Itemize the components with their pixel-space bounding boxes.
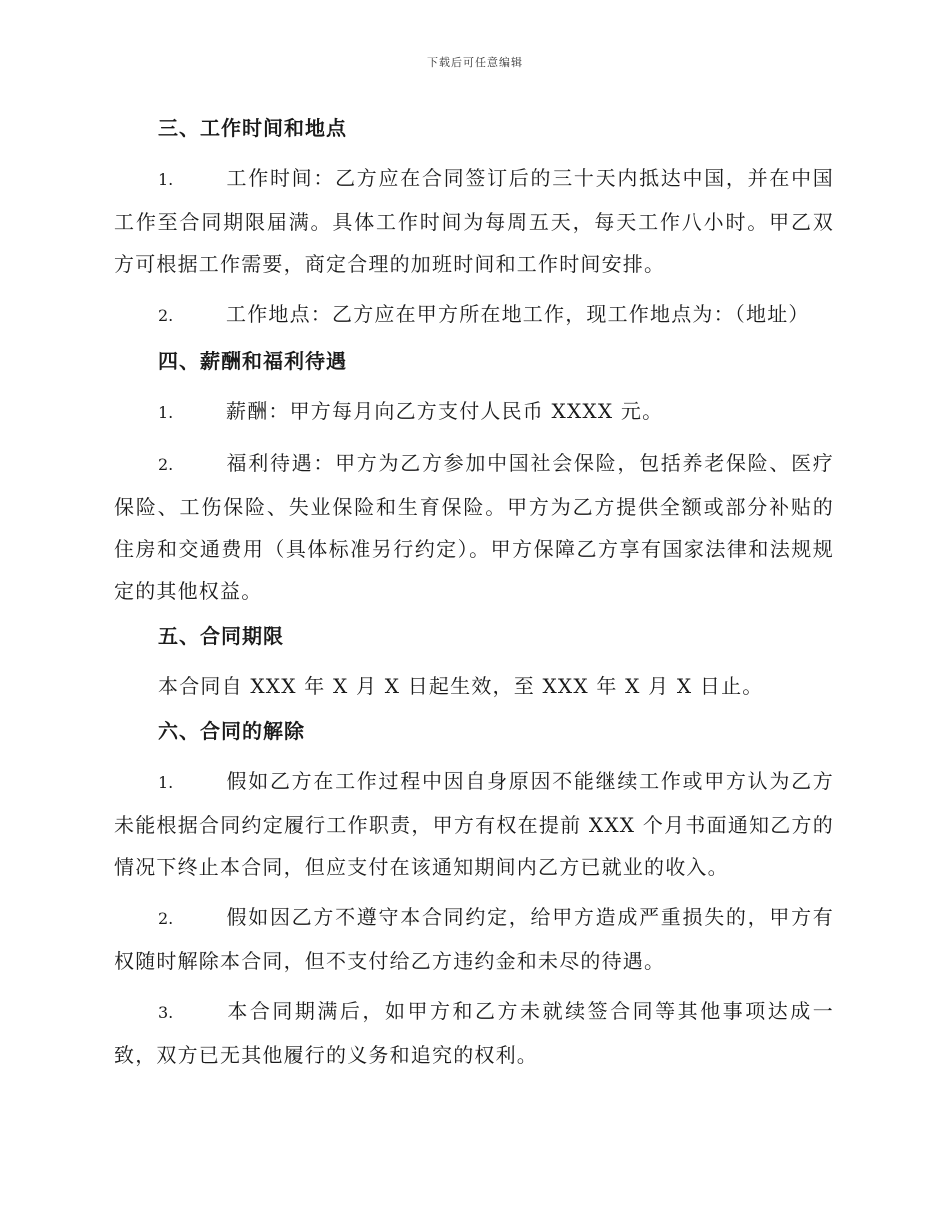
- clause-salary: [114, 390, 834, 434]
- section-heading-work-time-location: 三、工作时间和地点: [158, 116, 347, 140]
- clause-number: 1.: [158, 403, 174, 422]
- clause-work-location: [114, 293, 834, 337]
- clause-termination-3: [114, 990, 834, 1076]
- section-heading-contract-term: 五、合同期限: [158, 624, 284, 648]
- clause-work-time: [114, 157, 834, 285]
- section-heading-salary-benefits: 四、薪酬和福利待遇: [158, 349, 347, 373]
- clause-text: 工作时间：乙方应在合同签订后的三十天内抵达中国，并在中国工作至合同期限届满。具体工作时间为每周五天，每天工作八小时。甲乙双方可根据工作需要，商定合理的加班时间和工作时间安排。: [114, 166, 834, 276]
- clause-contract-term: 本合同自 XXX 年 X 月 X 日起生效，至 XXX 年 X 月 X 日止。: [158, 674, 764, 698]
- section-heading-termination: 六、合同的解除: [158, 719, 305, 743]
- clause-number: 1.: [158, 773, 174, 792]
- clause-number: 2.: [158, 455, 174, 474]
- clause-termination-2: [114, 896, 834, 982]
- document-body: [114, 104, 834, 1084]
- clause-number: 1.: [158, 170, 174, 189]
- clause-termination-1: [114, 760, 834, 888]
- clause-text: 福利待遇：甲方为乙方参加中国社会保险，包括养老保险、医疗保险、工伤保险、失业保险和生育保险。甲方为乙方提供全额或部分补贴的住房和交通费用（具体标准另行约定）。甲方保障乙方享有国家法律和法规规定的其他权益。: [114, 451, 834, 603]
- clause-text: 假如因乙方不遵守本合同约定，给甲方造成严重损失的，甲方有权随时解除本合同，但不支付给乙方违约金和未尽的待遇。: [114, 905, 834, 973]
- clause-number: 2.: [158, 909, 174, 928]
- clause-text: 工作地点：乙方应在甲方所在地工作，现工作地点为：（地址）: [226, 302, 810, 326]
- clause-benefits: [114, 442, 834, 612]
- clause-text: 薪酬：甲方每月向乙方支付人民币 XXXX 元。: [226, 399, 664, 423]
- clause-number: 2.: [158, 306, 174, 325]
- clause-text: 假如乙方在工作过程中因自身原因不能继续工作或甲方认为乙方未能根据合同约定履行工作职责，甲方有权在提前 XXX 个月书面通知乙方的情况下终止本合同，但应支付在该通知期间内乙方已就业的收入。: [114, 769, 834, 879]
- clause-number: 3.: [158, 1003, 174, 1022]
- clause-text: 本合同期满后，如甲方和乙方未就续签合同等其他事项达成一致，双方已无其他履行的义务和追究的权利。: [114, 999, 834, 1067]
- page-header-note: 下载后可任意编辑: [427, 56, 523, 69]
